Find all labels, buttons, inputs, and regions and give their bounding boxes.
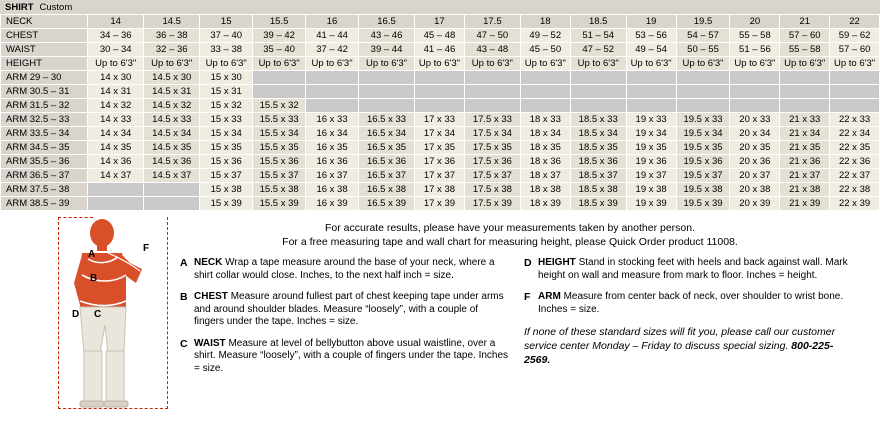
cell: Up to 6'3": [830, 57, 880, 71]
col-header: 19.5: [676, 15, 730, 29]
cell: 16.5 x 35: [359, 141, 415, 155]
cell: [780, 99, 830, 113]
cell: 16 x 37: [306, 169, 359, 183]
col-header: 16: [306, 15, 359, 29]
cell: 18 x 34: [520, 127, 570, 141]
cell: [415, 71, 465, 85]
cell: 15.5 x 33: [253, 113, 306, 127]
entry-term: NECK: [194, 257, 223, 268]
cell: 18.5 x 35: [570, 141, 626, 155]
cell: [520, 99, 570, 113]
cell: 14 x 33: [88, 113, 144, 127]
cell: 17.5 x 37: [464, 169, 520, 183]
col-header: 20: [730, 15, 780, 29]
cell: [830, 99, 880, 113]
cell: 47 – 52: [570, 43, 626, 57]
col-header: 18.5: [570, 15, 626, 29]
cell: 22 x 34: [830, 127, 880, 141]
cell: [676, 85, 730, 99]
customer-service-phone: 800-225-2569.: [524, 340, 834, 366]
entry-letter: C: [180, 337, 188, 350]
cell: 41 – 44: [306, 29, 359, 43]
measurement-figure: [10, 213, 175, 413]
entry-term: WAIST: [194, 337, 226, 349]
row-label: CHEST: [1, 29, 88, 43]
figure-label-c: C: [94, 309, 102, 320]
instruction-entry-neck: [180, 257, 510, 282]
table-row: [1, 71, 880, 85]
cell: 15 x 38: [200, 183, 253, 197]
cell: 53 – 56: [626, 29, 676, 43]
col-header: 14.5: [144, 15, 200, 29]
cell: 55 – 58: [780, 43, 830, 57]
entry-text: Measure around fullest part of chest keeping tape under arms and around shoulder blades. Measure “loosely”, with a couple of fingers under the tape. Inches = size.: [194, 291, 504, 327]
cell: 14 x 31: [88, 85, 144, 99]
cell: [88, 183, 144, 197]
cell: [464, 71, 520, 85]
cell: 17 x 34: [415, 127, 465, 141]
header-neck-label: NECK: [1, 15, 88, 29]
cell: 39 – 42: [253, 29, 306, 43]
cell: 22 x 36: [830, 155, 880, 169]
cell: 33 – 38: [200, 43, 253, 57]
cell: Up to 6'3": [676, 57, 730, 71]
row-label: ARM 34.5 – 35: [1, 141, 88, 155]
cell: 16.5 x 39: [359, 197, 415, 211]
cell: 15.5 x 38: [253, 183, 306, 197]
row-label: WAIST: [1, 43, 88, 57]
cell: 41 – 46: [415, 43, 465, 57]
cell: [730, 71, 780, 85]
entry-text: Measure from center back of neck, over shoulder to wrist bone. Inches = size.: [538, 291, 844, 315]
instructions-right-column: [524, 257, 854, 384]
table-row: [1, 141, 880, 155]
cell: Up to 6'3": [730, 57, 780, 71]
cell: 20 x 39: [730, 197, 780, 211]
cell: 19.5 x 35: [676, 141, 730, 155]
intro-line-1: For accurate results, please have your measurements taken by another person.: [324, 222, 696, 234]
cell: [464, 85, 520, 99]
cell: Up to 6'3": [520, 57, 570, 71]
row-label: ARM 30.5 – 31: [1, 85, 88, 99]
cell: 16.5 x 38: [359, 183, 415, 197]
cell: [780, 71, 830, 85]
cell: 15 x 39: [200, 197, 253, 211]
cell: [306, 85, 359, 99]
cell: 14 x 36: [88, 155, 144, 169]
cell: [359, 71, 415, 85]
col-header: 19: [626, 15, 676, 29]
cell: Up to 6'3": [359, 57, 415, 71]
cell: 49 – 52: [520, 29, 570, 43]
cell: 18 x 39: [520, 197, 570, 211]
row-label: HEIGHT: [1, 57, 88, 71]
col-header: 17: [415, 15, 465, 29]
cell: 15 x 37: [200, 169, 253, 183]
cell: [359, 85, 415, 99]
cell: 14.5 x 35: [144, 141, 200, 155]
cell: 15.5 x 37: [253, 169, 306, 183]
col-header: 21: [780, 15, 830, 29]
cell: 17 x 36: [415, 155, 465, 169]
cell: 20 x 36: [730, 155, 780, 169]
cell: 18.5 x 36: [570, 155, 626, 169]
cell: 17 x 35: [415, 141, 465, 155]
cell: [676, 71, 730, 85]
cell: Up to 6'3": [200, 57, 253, 71]
cell: 16 x 36: [306, 155, 359, 169]
row-label: ARM 35.5 – 36: [1, 155, 88, 169]
table-row: [1, 85, 880, 99]
figure-label-d: D: [72, 309, 80, 320]
entry-term: HEIGHT: [538, 257, 576, 268]
cell: 20 x 38: [730, 183, 780, 197]
row-label: ARM 37.5 – 38: [1, 183, 88, 197]
closing-text: If none of these standard sizes will fit you, please call our customer service center Monday – Friday to discuss special sizing.: [524, 326, 836, 352]
cell: 43 – 48: [464, 43, 520, 57]
cell: 19 x 35: [626, 141, 676, 155]
cell: 19 x 39: [626, 197, 676, 211]
cell: 19.5 x 38: [676, 183, 730, 197]
cell: 14.5 x 36: [144, 155, 200, 169]
col-header: 14: [88, 15, 144, 29]
cell: 17 x 33: [415, 113, 465, 127]
table-row: [1, 169, 880, 183]
cell: [520, 85, 570, 99]
cell: 14.5 x 37: [144, 169, 200, 183]
instruction-entry-chest: [180, 291, 510, 329]
cell: 22 x 38: [830, 183, 880, 197]
col-header: 17.5: [464, 15, 520, 29]
cell: 19.5 x 37: [676, 169, 730, 183]
table-row: [1, 127, 880, 141]
entry-letter: F: [524, 291, 531, 303]
table-row: [1, 197, 880, 211]
person-illustration-svg: [10, 213, 175, 413]
cell: 19.5 x 39: [676, 197, 730, 211]
cell: 19 x 38: [626, 183, 676, 197]
cell: 14.5 x 32: [144, 99, 200, 113]
cell: [730, 85, 780, 99]
cell: [144, 183, 200, 197]
cell: 20 x 35: [730, 141, 780, 155]
cell: 18.5 x 38: [570, 183, 626, 197]
entry-letter: A: [180, 257, 188, 269]
cell: 49 – 54: [626, 43, 676, 57]
cell: 15 x 30: [200, 71, 253, 85]
table-row: [1, 155, 880, 169]
cell: 43 – 46: [359, 29, 415, 43]
instruction-entry-waist: [180, 338, 510, 376]
cell: 37 – 40: [200, 29, 253, 43]
table-row: [1, 57, 880, 71]
col-header: 18: [520, 15, 570, 29]
cell: 18 x 35: [520, 141, 570, 155]
cell: 21 x 37: [780, 169, 830, 183]
cell: 22 x 35: [830, 141, 880, 155]
cell: 17.5 x 39: [464, 197, 520, 211]
cell: [306, 71, 359, 85]
cell: 19 x 36: [626, 155, 676, 169]
cell: 18.5 x 39: [570, 197, 626, 211]
cell: [570, 99, 626, 113]
cell: 15 x 36: [200, 155, 253, 169]
cell: 17 x 38: [415, 183, 465, 197]
col-header: 15.5: [253, 15, 306, 29]
instruction-entry-arm: [524, 291, 854, 316]
cell: 39 – 44: [359, 43, 415, 57]
cell: 21 x 34: [780, 127, 830, 141]
page-subtitle: Custom: [39, 1, 73, 13]
cell: Up to 6'3": [88, 57, 144, 71]
cell: 14.5 x 31: [144, 85, 200, 99]
cell: [626, 71, 676, 85]
cell: 36 – 38: [144, 29, 200, 43]
cell: 54 – 57: [676, 29, 730, 43]
cell: [520, 71, 570, 85]
cell: 50 – 55: [676, 43, 730, 57]
cell: 14.5 x 33: [144, 113, 200, 127]
cell: Up to 6'3": [415, 57, 465, 71]
cell: 55 – 58: [730, 29, 780, 43]
cell: 15 x 31: [200, 85, 253, 99]
cell: 16 x 34: [306, 127, 359, 141]
cell: 19.5 x 34: [676, 127, 730, 141]
cell: 19.5 x 33: [676, 113, 730, 127]
cell: 17 x 39: [415, 197, 465, 211]
cell: [253, 71, 306, 85]
cell: 59 – 62: [830, 29, 880, 43]
cell: [626, 99, 676, 113]
cell: Up to 6'3": [464, 57, 520, 71]
table-row: [1, 43, 880, 57]
cell: [464, 99, 520, 113]
cell: 37 – 42: [306, 43, 359, 57]
cell: 20 x 33: [730, 113, 780, 127]
cell: 17.5 x 33: [464, 113, 520, 127]
cell: 17.5 x 34: [464, 127, 520, 141]
cell: 20 x 37: [730, 169, 780, 183]
row-label: ARM 36.5 – 37: [1, 169, 88, 183]
cell: 16 x 38: [306, 183, 359, 197]
table-row: [1, 113, 880, 127]
cell: 45 – 48: [415, 29, 465, 43]
cell: 17 x 37: [415, 169, 465, 183]
instructions-left-column: [180, 257, 510, 384]
cell: 14 x 30: [88, 71, 144, 85]
page-title-bar: [0, 0, 880, 14]
table-header-row: [1, 15, 880, 29]
cell: [415, 85, 465, 99]
cell: 21 x 39: [780, 197, 830, 211]
cell: 20 x 34: [730, 127, 780, 141]
entry-term: ARM: [538, 291, 561, 302]
cell: [144, 197, 200, 211]
instruction-entry-height: [524, 257, 854, 282]
cell: 21 x 35: [780, 141, 830, 155]
table-row: [1, 99, 880, 113]
cell: 18 x 37: [520, 169, 570, 183]
row-label: ARM 32.5 – 33: [1, 113, 88, 127]
entry-letter: D: [524, 257, 532, 269]
cell: 17.5 x 38: [464, 183, 520, 197]
row-label: ARM 31.5 – 32: [1, 99, 88, 113]
cell: [415, 99, 465, 113]
cell: 30 – 34: [88, 43, 144, 57]
cell: Up to 6'3": [253, 57, 306, 71]
col-header: 16.5: [359, 15, 415, 29]
cell: [780, 85, 830, 99]
cell: 35 – 40: [253, 43, 306, 57]
cell: 22 x 37: [830, 169, 880, 183]
cell: 15.5 x 35: [253, 141, 306, 155]
cell: 16.5 x 34: [359, 127, 415, 141]
cell: 19.5 x 36: [676, 155, 730, 169]
cell: [730, 99, 780, 113]
cell: 15.5 x 34: [253, 127, 306, 141]
table-row: [1, 183, 880, 197]
cell: 45 – 50: [520, 43, 570, 57]
row-label: ARM 29 – 30: [1, 71, 88, 85]
cell: 22 x 33: [830, 113, 880, 127]
cell: 18 x 33: [520, 113, 570, 127]
cell: 57 – 60: [830, 43, 880, 57]
cell: 16 x 35: [306, 141, 359, 155]
cell: 21 x 38: [780, 183, 830, 197]
cell: 19 x 37: [626, 169, 676, 183]
cell: 16 x 39: [306, 197, 359, 211]
entry-letter: B: [180, 291, 188, 303]
cell: 18 x 36: [520, 155, 570, 169]
cell: 18 x 38: [520, 183, 570, 197]
cell: 16.5 x 33: [359, 113, 415, 127]
cell: [88, 197, 144, 211]
cell: 16.5 x 37: [359, 169, 415, 183]
cell: 18.5 x 37: [570, 169, 626, 183]
cell: Up to 6'3": [626, 57, 676, 71]
cell: 15.5 x 36: [253, 155, 306, 169]
cell: 14 x 37: [88, 169, 144, 183]
cell: [570, 85, 626, 99]
entry-text: Wrap a tape measure around the base of your neck, where a shirt collar would close. Inches, to the next half inch = size.: [194, 257, 495, 281]
cell: 14 x 32: [88, 99, 144, 113]
size-chart-table: [0, 14, 880, 211]
cell: 34 – 36: [88, 29, 144, 43]
cell: 51 – 56: [730, 43, 780, 57]
cell: 51 – 54: [570, 29, 626, 43]
row-label: ARM 38.5 – 39: [1, 197, 88, 211]
col-header: 22: [830, 15, 880, 29]
intro-line-2: For a free measuring tape and wall chart for measuring height, please Quick Order product 11008.: [282, 236, 738, 248]
cell: 15 x 35: [200, 141, 253, 155]
entry-text: Stand in stocking feet with heels and back against wall. Mark height on wall and measure from mark to floor. Inches = height.: [538, 257, 848, 281]
cell: 22 x 39: [830, 197, 880, 211]
cell: 15 x 34: [200, 127, 253, 141]
cell: [830, 71, 880, 85]
cell: 15 x 32: [200, 99, 253, 113]
figure-label-f: F: [143, 243, 150, 254]
cell: 16.5 x 36: [359, 155, 415, 169]
cell: 14.5 x 30: [144, 71, 200, 85]
cell: 14 x 35: [88, 141, 144, 155]
cell: 17.5 x 35: [464, 141, 520, 155]
cell: [626, 85, 676, 99]
cell: [253, 85, 306, 99]
cell: [570, 71, 626, 85]
cell: 18.5 x 34: [570, 127, 626, 141]
cell: 19 x 34: [626, 127, 676, 141]
cell: 57 – 60: [780, 29, 830, 43]
cell: 15.5 x 39: [253, 197, 306, 211]
cell: 14.5 x 34: [144, 127, 200, 141]
cell: [676, 99, 730, 113]
figure-label-b: B: [90, 273, 98, 284]
cell: 15 x 33: [200, 113, 253, 127]
cell: 18.5 x 33: [570, 113, 626, 127]
cell: 47 – 50: [464, 29, 520, 43]
figure-label-a: A: [88, 249, 96, 260]
cell: 19 x 33: [626, 113, 676, 127]
cell: 21 x 36: [780, 155, 830, 169]
page-title: SHIRT: [5, 1, 34, 13]
row-label: ARM 33.5 – 34: [1, 127, 88, 141]
cell: 21 x 33: [780, 113, 830, 127]
cell: Up to 6'3": [144, 57, 200, 71]
cell: Up to 6'3": [306, 57, 359, 71]
cell: Up to 6'3": [780, 57, 830, 71]
cell: 15.5 x 32: [253, 99, 306, 113]
cell: 14 x 34: [88, 127, 144, 141]
table-row: [1, 29, 880, 43]
entry-text: Measure at level of bellybutton above usual waistline, over a shirt. Measure “loosely”, with a couple of fingers under the tape. Inches = size.: [194, 337, 509, 374]
cell: [306, 99, 359, 113]
instructions-section: [0, 211, 880, 416]
cell: 16 x 33: [306, 113, 359, 127]
special-sizing-note: [524, 325, 854, 367]
cell: Up to 6'3": [570, 57, 626, 71]
entry-term: CHEST: [194, 291, 228, 302]
cell: 17.5 x 36: [464, 155, 520, 169]
cell: [359, 99, 415, 113]
col-header: 15: [200, 15, 253, 29]
cell: 32 – 36: [144, 43, 200, 57]
cell: [830, 85, 880, 99]
